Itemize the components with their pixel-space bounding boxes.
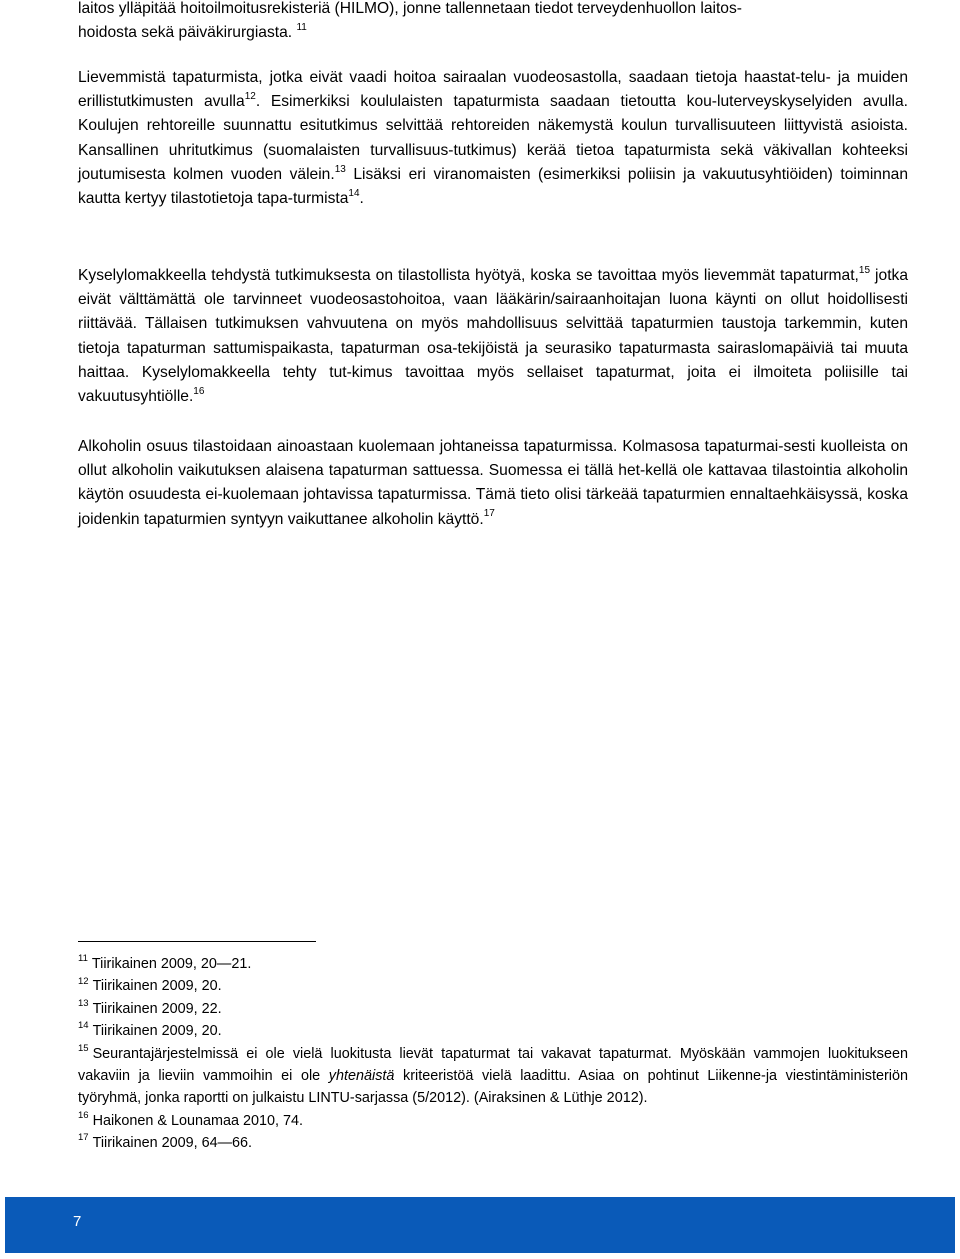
footnote-16 [78,1110,908,1132]
footnote-number: 12 [78,975,89,987]
footer-bar [5,1197,955,1253]
footnotes [78,953,908,1155]
paragraph-text: jotka eivät välttämättä ole tarvinneet vuodeosastohoitoa, vaan lääkärin/sairaanhoitajan luona käynti on ollut hoidollisesti riittävää. Tällaisen tutkimuksen vahvuutena on myös mahdollisuus selvittää tapaturmien taustoja tarkemmin, kuten tietoja tapaturman sattumispaikasta, tapaturman osa-tekijöistä ja seurasiko tapaturmasta sairaslomapäiviä tai muuta haittaa. Kyselylomakkeella tehty tut-kimus tavoittaa myös sellaiset tapaturmat, joita ei ilmoiteta poliisille tai vakuutusyhtiölle. [78,267,908,406]
footnote-17 [78,1132,908,1154]
paragraph-alcohol [78,435,908,532]
paragraph-hilmo-line1: laitos ylläpitää hoitoilmoitusrekisteriä (HILMO), jonne tallennetaan tiedot terveydenhuollon laitos- [78,0,742,17]
footnote-ref-12: 12 [244,91,256,103]
paragraph-text: Alkoholin osuus tilastoidaan ainoastaan kuolemaan johtaneissa tapaturmissa. Kolmasosa tapaturmai-sesti kuolleista on ollut alkoholin vaikutuksen alaisena tapaturman sattuessa. Suomessa ei tällä het-kellä ole kattavaa tilastointia alkoholin käytön osuudesta ei-kuolemaan johtavissa tapaturmissa. Tämä tieto olisi tärkeää tapaturmien ennaltaehkäisyssä, koska joidenkin tapaturmien syntyyn vaikuttanee alkoholin käyttö. [78,438,908,528]
footnote-number: 13 [78,998,89,1010]
footnote-text: Tiirikainen 2009, 22. [92,1000,222,1017]
footnote-text: Tiirikainen 2009, 64—66. [92,1135,253,1152]
paragraph-minor-accidents [78,66,908,211]
footnote-text: Tiirikainen 2009, 20. [92,1023,222,1040]
paragraph-text: Kyselylomakkeella tehdystä tutkimuksesta on tilastollista hyötyä, koska se tavoittaa myös lievemmät tapaturmat, [78,267,859,284]
footnote-ref-15: 15 [858,264,871,276]
footnote-text: kriteeristöä vielä laadittu. Asiaa on pohtinut Liikenne-ja viestintäministeriön työryhmä, jonka raportti on julkaistu LINTU-sarjassa (5/2012). (Airaksinen & Lüthje 2012). [78,1068,908,1107]
footnote-ref-14: 14 [348,187,360,199]
footnote-text: Seurantajärjestelmissä ei ole vielä luokitusta lievät tapaturmat tai vakavat tapaturmat. Myöskään vammojen luokitukseen vakaviin ja lieviin vammoihin ei ole [78,1045,908,1085]
footnote-14 [78,1020,908,1042]
footnote-number: 15 [78,1042,89,1054]
footnote-15 [78,1043,908,1110]
footnote-12 [78,975,908,997]
footnote-number: 14 [78,1020,89,1032]
footnote-text: Haikonen & Lounamaa 2010, 74. [92,1112,303,1129]
paragraph-text: . [359,190,364,208]
footnote-number: 17 [78,1132,89,1144]
footnote-13 [78,998,908,1020]
footnote-emphasis: yhtenäistä [328,1068,395,1085]
footnote-number: 11 [78,953,88,965]
footnote-ref-11: 11 [296,22,307,34]
paragraph-text: Lisäksi eri viranomaisten (esimerkiksi poliisin ja vakuutusyhtiöiden) toiminnan kautta kertyy tilastotietoja tapa-turmista [78,165,908,208]
footnote-11 [78,953,908,975]
footnote-divider [78,941,316,942]
footnote-text: Tiirikainen 2009, 20—21. [91,956,252,972]
paragraph-text: Lievemmistä tapaturmista, jotka eivät vaadi hoitoa sairaalan vuodeosastolla, saadaan tietoja haastat-telu- ja muiden erillistutkimusten avulla [78,69,908,111]
footnote-ref-13: 13 [334,163,346,175]
paragraph-questionnaire [78,264,908,409]
footnote-ref-17: 17 [483,508,495,520]
footnote-ref-16: 16 [193,385,205,397]
paragraph-hilmo-line2: hoidosta sekä päiväkirurgiasta. [78,24,293,42]
page-number: 7 [73,1213,82,1230]
footnote-text: Tiirikainen 2009, 20. [92,978,222,995]
footnote-number: 16 [78,1110,89,1122]
paragraph-hilmo [78,0,908,45]
paragraph-text: . Esimerkiksi koululaisten tapaturmista saadaan tietoutta kou-luterveyskyselyiden avulla. Koulujen rehtoreille suunnattu esitutkimus selvittää rehtoreiden näkemystä koulun turvallisuuteen liittyvistä asioista. Kansallinen uhritutkimus (suomalaisten turvallisuus-tutkimus) kerää tietoa tapaturmista sekä väkivallan kohteeksi joutumisesta kolmen vuoden välein. [78,93,908,183]
